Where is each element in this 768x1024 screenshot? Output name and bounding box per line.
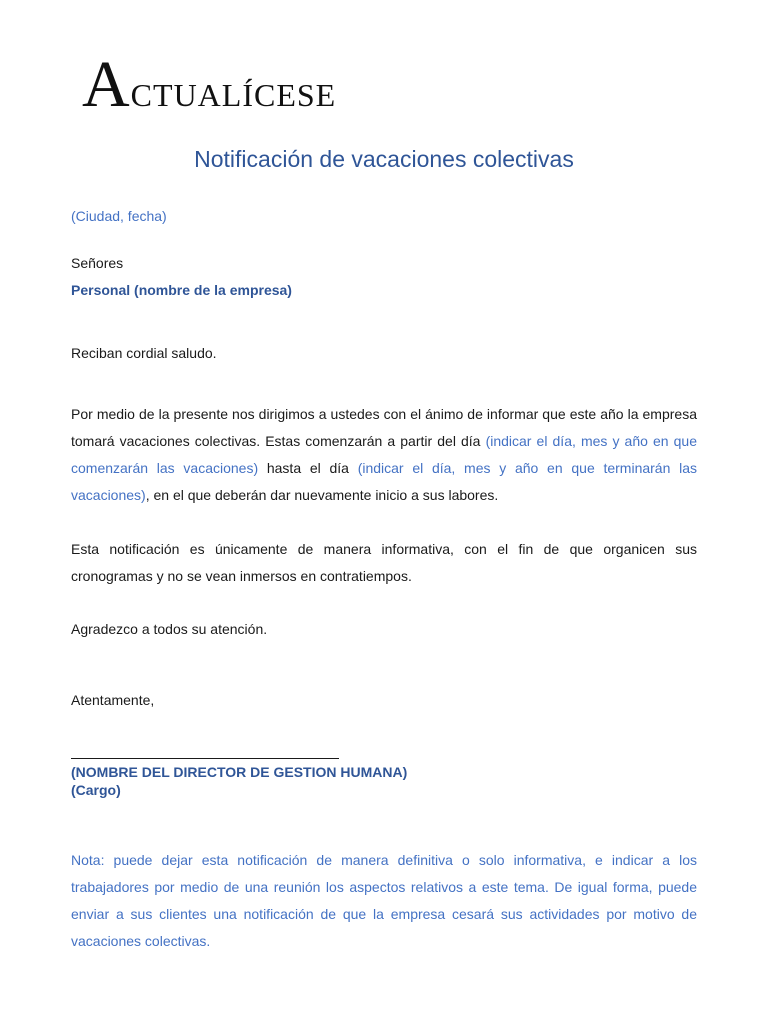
logo-initial: A [82, 48, 131, 121]
thanks: Agradezco a todos su atención. [71, 621, 268, 637]
greeting: Reciban cordial saludo. [71, 345, 217, 361]
salutation: Señores [71, 255, 124, 271]
recipient: Personal (nombre de la empresa) [71, 282, 292, 298]
logo-rest: ctualícese [130, 65, 337, 116]
place-date-placeholder: (Ciudad, fecha) [71, 208, 167, 224]
actualicese-logo [82, 48, 337, 121]
start-date-placeholder: (indicar el día, mes y año en que comenzarán las vacaciones) [71, 433, 697, 476]
body-paragraph-2: Esta notificación es únicamente de manera informativa, con el fin de que organicen sus cronogramas y no se vean inmersos en contratiempos. [71, 541, 697, 584]
end-date-placeholder: (indicar el día, mes y año en que terminarán las vacaciones) [71, 460, 698, 503]
body1-text-1: Por medio de la presente nos dirigimos a ustedes con el ánimo de informar que este año la empresa tomará vacaciones colectivas. Estas comenzarán a partir del día [71, 406, 697, 449]
document-title: Notificación de vacaciones colectivas [194, 146, 574, 172]
body-paragraph-1 [71, 401, 697, 509]
body1-text-2: hasta el día [258, 460, 358, 476]
signature-line [71, 744, 339, 759]
signature-name: (NOMBRE DEL DIRECTOR DE GESTION HUMANA) [71, 764, 408, 780]
note-paragraph: Nota: puede dejar esta notificación de manera definitiva o solo informativa, e indicar a los trabajadores por medio de una reunión los aspectos relativos a este tema. De igual forma, puede enviar a sus clientes una notificación de que la empresa cesará sus actividades por motivo de vacaciones colectivas. [71, 852, 697, 949]
closing: Atentamente, [71, 692, 155, 708]
signature-position: (Cargo) [71, 782, 121, 798]
body1-text-3: , en el que deberán dar nuevamente inicio a sus labores. [145, 487, 499, 503]
